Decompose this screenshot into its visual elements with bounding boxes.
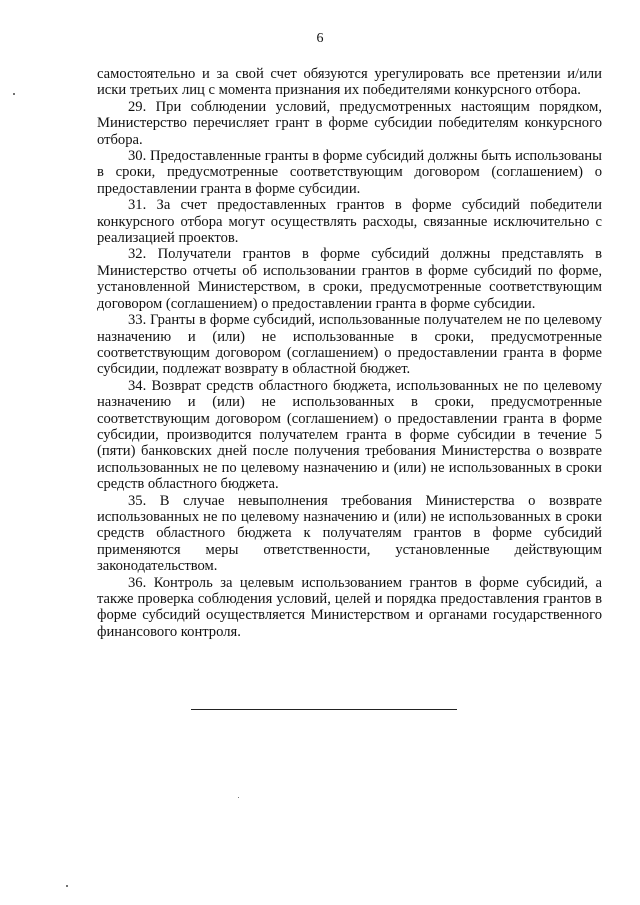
paragraph-35: 35. В случае невыполнения требования Министерства о возврате использованных не по целевому назначению и (или) не использованных в сроки средств областного бюджета к получателям грантов в форме субсидий применяются меры ответственности, установленные действующим законодательством. xyxy=(97,492,602,575)
paragraph-31: 31. За счет предоставленных грантов в форме субсидий победители конкурсного отбора могут осуществлять расходы, связанные исключительно с реализацией проектов. xyxy=(97,197,602,247)
page-number: 6 xyxy=(316,31,324,46)
paragraph-34: 34. Возврат средств областного бюджета, использованных не по целевому назначению и (или) не использованных в сроки, предусмотренные соответствующим договором (соглашением) о предоставлении гранта в форме субсидии, производится получателем гранта в форме субсидии в течение 5 (пяти) банковских дней после получения требования Министерства о возврате использованных не по целевому назначению и (или) не использованных в сроки средств областного бюджета. xyxy=(97,377,602,493)
scan-speck xyxy=(66,885,68,887)
paragraph-33: 33. Гранты в форме субсидий, использованные получателем не по целевому назначению и (или) не использованные в сроки, предусмотренные соответствующим договором (соглашением) о предоставлении гранта в форме субсидии, подлежат возврату в областной бюджет. xyxy=(97,312,602,378)
end-divider-line xyxy=(191,709,457,710)
scan-speck xyxy=(238,797,239,798)
paragraph-30: 30. Предоставленные гранты в форме субсидий должны быть использованы в сроки, предусмотренные соответствующим договором (соглашением) о предоставлении гранта в форме субсидии. xyxy=(97,148,602,197)
paragraph-32: 32. Получатели грантов в форме субсидий должны представлять в Министерство отчеты об использовании грантов в форме субсидий по форме, установленной Министерством, в сроки, предусмотренные соответствующим договором (соглашением) о предоставлении гранта в форме субсидии. xyxy=(97,246,602,312)
document-body xyxy=(97,66,602,640)
paragraph-continuation: самостоятельно и за свой счет обязуются урегулировать все претензии и/или иски третьих лиц с момента признания их победителями конкурсного отбора. xyxy=(97,66,602,99)
paragraph-29: 29. При соблюдении условий, предусмотренных настоящим порядком, Министерство перечисляет грант в форме субсидии победителям конкурсного отбора. xyxy=(97,98,602,148)
scan-speck xyxy=(13,93,15,95)
paragraph-36: 36. Контроль за целевым использованием грантов в форме субсидий, а также проверка соблюдения условий, целей и порядка предоставления грантов в форме субсидий осуществляется Министерством и органами государственного финансового контроля. xyxy=(97,574,602,640)
